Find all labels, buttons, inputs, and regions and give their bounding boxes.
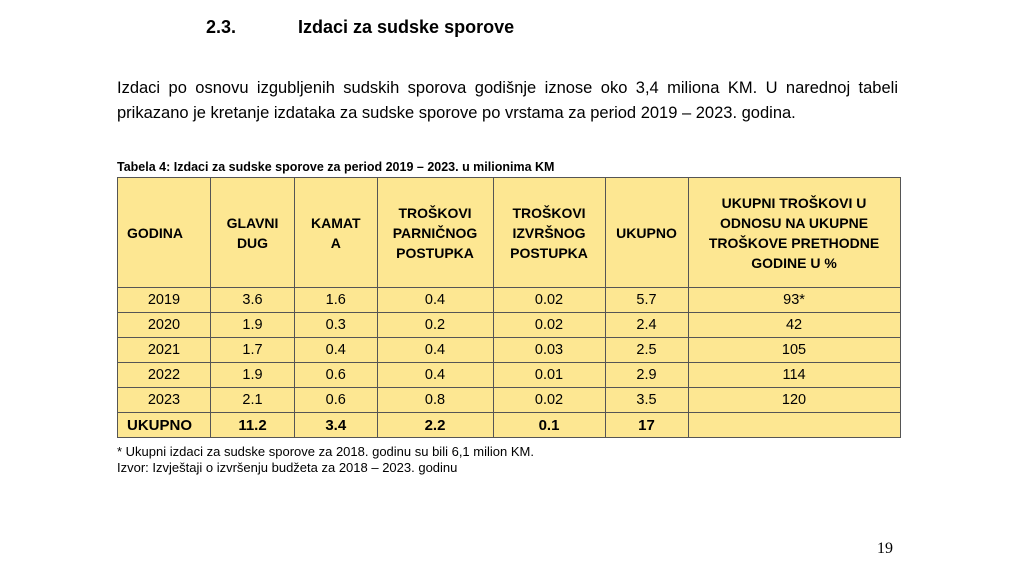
section-heading xyxy=(206,17,514,38)
cell-ukupno: 2.4 xyxy=(605,313,688,338)
total-percent xyxy=(688,413,900,438)
source-note: Izvor: Izvještaji o izvršenju budžeta za 2018 – 2023. godinu xyxy=(117,460,458,475)
cell-izvrsni: 0.02 xyxy=(493,388,605,413)
page-number: 19 xyxy=(877,540,893,557)
header-cell: TROŠKOVI IZVRŠNOG POSTUPKA xyxy=(493,178,605,288)
cell-glavni-dug: 2.1 xyxy=(211,388,295,413)
cell-percent: 93* xyxy=(688,288,900,313)
cell-kamata: 1.6 xyxy=(295,288,378,313)
header-cell: KAMAT A xyxy=(295,178,378,288)
cell-glavni-dug: 3.6 xyxy=(211,288,295,313)
cell-year: 2020 xyxy=(118,313,211,338)
cell-year: 2022 xyxy=(118,363,211,388)
cell-parnicni: 0.2 xyxy=(377,313,493,338)
cell-percent: 105 xyxy=(688,338,900,363)
cell-percent: 120 xyxy=(688,388,900,413)
total-izvrsni: 0.1 xyxy=(493,413,605,438)
table-caption: Tabela 4: Izdaci za sudske sporove za period 2019 – 2023. u milionima KM xyxy=(117,160,555,174)
cell-glavni-dug: 1.9 xyxy=(211,313,295,338)
cell-izvrsni: 0.03 xyxy=(493,338,605,363)
table-row xyxy=(118,338,901,363)
cell-year: 2023 xyxy=(118,388,211,413)
cell-year: 2021 xyxy=(118,338,211,363)
cell-parnicni: 0.4 xyxy=(377,288,493,313)
expenses-table xyxy=(117,177,901,438)
section-title: Izdaci za sudske sporove xyxy=(298,17,515,37)
table-total-row xyxy=(118,413,901,438)
header-cell: TROŠKOVI PARNIČNOG POSTUPKA xyxy=(377,178,493,288)
table-header-row xyxy=(118,178,901,288)
header-cell: UKUPNI TROŠKOVI U ODNOSU NA UKUPNE TROŠKOVE PRETHODNE GODINE U % xyxy=(688,178,900,288)
cell-kamata: 0.3 xyxy=(295,313,378,338)
section-number: 2.3. xyxy=(206,17,237,37)
cell-percent: 42 xyxy=(688,313,900,338)
table-row xyxy=(118,313,901,338)
cell-glavni-dug: 1.7 xyxy=(211,338,295,363)
header-cell: GODINA xyxy=(118,178,211,288)
header-cell: GLAVNI DUG xyxy=(211,178,295,288)
total-kamata: 3.4 xyxy=(295,413,378,438)
cell-kamata: 0.6 xyxy=(295,363,378,388)
total-parnicni: 2.2 xyxy=(377,413,493,438)
intro-paragraph: Izdaci po osnovu izgubljenih sudskih sporova godišnje iznose oko 3,4 miliona KM. U narednoj tabeli prikazano je kretanje izdataka za sudske sporove po vrstama za period 2019 – 2023. godina. xyxy=(117,79,898,122)
table-row xyxy=(118,363,901,388)
cell-izvrsni: 0.01 xyxy=(493,363,605,388)
table-notes xyxy=(117,444,534,476)
table-row xyxy=(118,388,901,413)
total-glavni-dug: 11.2 xyxy=(211,413,295,438)
cell-parnicni: 0.8 xyxy=(377,388,493,413)
cell-kamata: 0.4 xyxy=(295,338,378,363)
cell-ukupno: 2.9 xyxy=(605,363,688,388)
cell-izvrsni: 0.02 xyxy=(493,313,605,338)
table-row xyxy=(118,288,901,313)
cell-year: 2019 xyxy=(118,288,211,313)
cell-percent: 114 xyxy=(688,363,900,388)
total-ukupno: 17 xyxy=(605,413,688,438)
cell-izvrsni: 0.02 xyxy=(493,288,605,313)
cell-ukupno: 2.5 xyxy=(605,338,688,363)
cell-glavni-dug: 1.9 xyxy=(211,363,295,388)
header-cell: UKUPNO xyxy=(605,178,688,288)
total-label: UKUPNO xyxy=(118,413,211,438)
cell-ukupno: 5.7 xyxy=(605,288,688,313)
cell-ukupno: 3.5 xyxy=(605,388,688,413)
cell-parnicni: 0.4 xyxy=(377,363,493,388)
footnote: * Ukupni izdaci za sudske sporove za 2018. godinu su bili 6,1 milion KM. xyxy=(117,444,534,459)
cell-kamata: 0.6 xyxy=(295,388,378,413)
cell-parnicni: 0.4 xyxy=(377,338,493,363)
